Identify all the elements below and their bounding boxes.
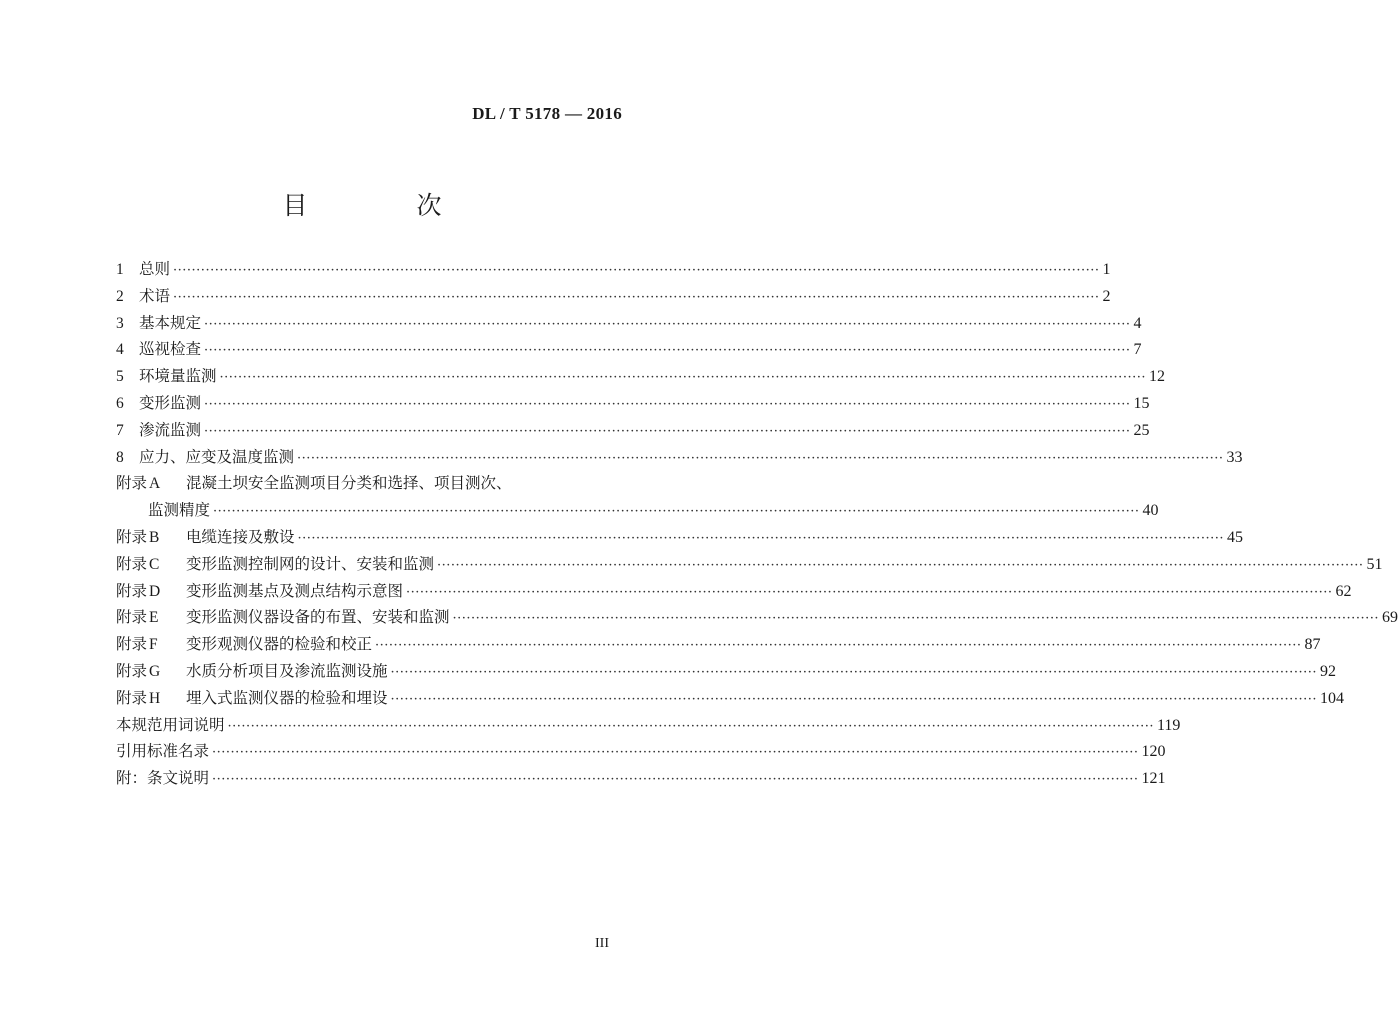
toc-entry-page: 87 <box>1304 636 1321 654</box>
toc-entry-number: 7 <box>116 421 124 439</box>
toc-entry-title: 渗流监测 <box>139 420 202 439</box>
toc-entry-title: 引用标准名录 <box>116 742 210 761</box>
toc-entry-page: 45 <box>1226 528 1243 546</box>
toc-entry-5[interactable] <box>116 363 1165 390</box>
standard-code: DL / T 5178 — 2016 <box>472 104 622 123</box>
dot-leader: ········································································································································································································ <box>297 530 1224 546</box>
toc-entry-2[interactable] <box>116 283 1111 310</box>
toc-entry-appendix-h[interactable] <box>116 685 1344 712</box>
toc-entry-title: 基本规定 <box>139 313 202 332</box>
appendix-prefix: 附录 <box>116 608 148 627</box>
dot-leader: ········································································································································································································ <box>204 423 1131 439</box>
toc-entry-appendix-f[interactable] <box>116 631 1321 658</box>
toc-entry-title: 变形监测基点及测点结构示意图 <box>186 581 404 600</box>
dot-leader: ········································································································································································································ <box>173 289 1100 305</box>
appendix-label <box>116 551 186 579</box>
toc-entry-title: 水质分析项目及渗流监测设施 <box>186 661 388 680</box>
appendix-prefix: 附录 <box>116 527 148 546</box>
toc-entry-title-continuation: 监测精度 <box>148 501 211 520</box>
toc-entry-1[interactable] <box>116 256 1111 283</box>
appendix-label <box>116 524 186 552</box>
appendix-letter: B <box>149 528 160 546</box>
toc-entry-3[interactable] <box>116 310 1142 337</box>
toc-entry-title: 变形观测仪器的检验和校正 <box>186 635 373 654</box>
dot-leader: ········································································································································································································ <box>390 664 1317 680</box>
toc-entry-number: 2 <box>116 287 124 305</box>
toc-entry-title: 埋入式监测仪器的检验和埋设 <box>186 688 388 707</box>
appendix-letter: E <box>149 609 159 627</box>
dot-leader: ········································································································································································································ <box>204 316 1131 332</box>
appendix-label <box>116 578 186 606</box>
toc-entry-page: 92 <box>1319 662 1336 680</box>
dot-leader: ········································································································································································································ <box>297 450 1224 466</box>
dot-leader: ········································································································································································································ <box>390 691 1317 707</box>
appendix-letter: C <box>149 555 160 573</box>
toc-entry-appendix-e[interactable] <box>116 604 1398 631</box>
toc-entry-appendix-d[interactable] <box>116 578 1352 605</box>
toc-entry-page: 62 <box>1335 582 1352 600</box>
toc-entry-title: 混凝土坝安全监测项目分类和选择、项目测次、 <box>186 474 512 493</box>
dot-leader: ········································································································································································································ <box>204 396 1131 412</box>
toc-entry-page: 1 <box>1102 261 1111 278</box>
toc-entry-number: 4 <box>116 341 124 359</box>
toc-entry-number: 5 <box>116 368 124 386</box>
appendix-prefix: 附录 <box>116 554 148 573</box>
appendix-letter: A <box>149 475 161 493</box>
toc-entry-page: 119 <box>1156 716 1181 734</box>
toc-entry-title: 变形监测 <box>139 393 202 412</box>
toc-entry-number: 3 <box>116 314 124 332</box>
toc-entry-title: 总则 <box>139 260 171 278</box>
dot-leader: ········································································································································································································ <box>212 745 1139 761</box>
toc-entry-page: 120 <box>1141 743 1166 761</box>
page-number: III <box>595 936 609 951</box>
table-of-contents <box>116 256 1398 792</box>
dot-leader: ········································································································································································································ <box>204 343 1131 359</box>
dot-leader: ········································································································································································································ <box>213 504 1140 520</box>
dot-leader: ········································································································································································································ <box>212 772 1139 788</box>
toc-entry-page: 15 <box>1133 394 1150 412</box>
toc-entry-6[interactable] <box>116 390 1150 417</box>
toc-entry-appendix-a[interactable] <box>116 470 622 497</box>
toc-entry-title: 附：条文说明 <box>116 769 210 788</box>
appendix-prefix: 附录 <box>116 635 148 654</box>
toc-entry-7[interactable] <box>116 417 1150 444</box>
dot-leader: ········································································································································································································ <box>173 263 1100 278</box>
dot-leader: ········································································································································································································ <box>227 718 1154 734</box>
toc-entry-clause-explanation[interactable] <box>116 765 1166 792</box>
toc-entry-referenced-standards[interactable] <box>116 738 1166 765</box>
toc-entry-page: 4 <box>1133 314 1142 332</box>
dot-leader: ········································································································································································································ <box>219 370 1146 386</box>
toc-entry-title: 变形监测仪器设备的布置、安装和监测 <box>186 608 450 627</box>
dot-leader: ········································································································································································································ <box>375 638 1302 654</box>
toc-entry-page: 104 <box>1319 689 1344 707</box>
appendix-prefix: 附录 <box>116 688 148 707</box>
appendix-prefix: 附录 <box>116 581 148 600</box>
toc-entry-page: 69 <box>1381 609 1398 627</box>
toc-entry-appendix-a-continuation[interactable] <box>116 497 1159 524</box>
toc-entry-page: 7 <box>1133 341 1142 359</box>
toc-entry-page: 2 <box>1102 287 1111 305</box>
toc-entry-page: 121 <box>1141 770 1166 788</box>
appendix-letter: H <box>149 689 161 707</box>
dot-leader: ········································································································································································································ <box>437 557 1364 573</box>
appendix-prefix: 附录 <box>116 474 148 493</box>
appendix-label <box>116 470 186 498</box>
appendix-label <box>116 685 186 713</box>
appendix-label <box>116 658 186 686</box>
toc-entry-number: 1 <box>116 261 124 278</box>
toc-entry-page: 40 <box>1142 502 1159 520</box>
dot-leader: ········································································································································································································ <box>406 584 1333 600</box>
toc-entry-page: 12 <box>1148 368 1165 386</box>
toc-entry-appendix-c[interactable] <box>116 551 1383 578</box>
toc-entry-title: 环境量监测 <box>139 367 217 386</box>
toc-title: 目 次 <box>282 191 484 220</box>
toc-entry-title: 巡视检查 <box>139 340 202 359</box>
toc-entry-title: 本规范用词说明 <box>116 715 225 734</box>
toc-entry-terms-explanation[interactable] <box>116 712 1181 739</box>
toc-entry-title: 术语 <box>139 286 171 305</box>
toc-entry-title: 应力、应变及温度监测 <box>139 447 295 466</box>
toc-entry-4[interactable] <box>116 336 1142 363</box>
appendix-letter: F <box>149 636 158 654</box>
toc-entry-title: 电缆连接及敷设 <box>186 527 295 546</box>
dot-leader: ········································································································································································································ <box>452 611 1379 627</box>
toc-entry-page: 33 <box>1226 448 1243 466</box>
appendix-letter: G <box>149 662 161 680</box>
toc-entry-appendix-g[interactable] <box>116 658 1336 685</box>
toc-entry-number: 6 <box>116 394 124 412</box>
appendix-label <box>116 631 186 659</box>
appendix-letter: D <box>149 582 161 600</box>
toc-entry-page: 25 <box>1133 421 1150 439</box>
toc-entry-number: 8 <box>116 448 124 466</box>
toc-entry-page: 51 <box>1366 555 1383 573</box>
toc-entry-appendix-b[interactable] <box>116 524 1243 551</box>
toc-entry-title: 变形监测控制网的设计、安装和监测 <box>186 554 435 573</box>
appendix-prefix: 附录 <box>116 661 148 680</box>
appendix-label <box>116 604 186 632</box>
toc-entry-8[interactable] <box>116 444 1243 471</box>
